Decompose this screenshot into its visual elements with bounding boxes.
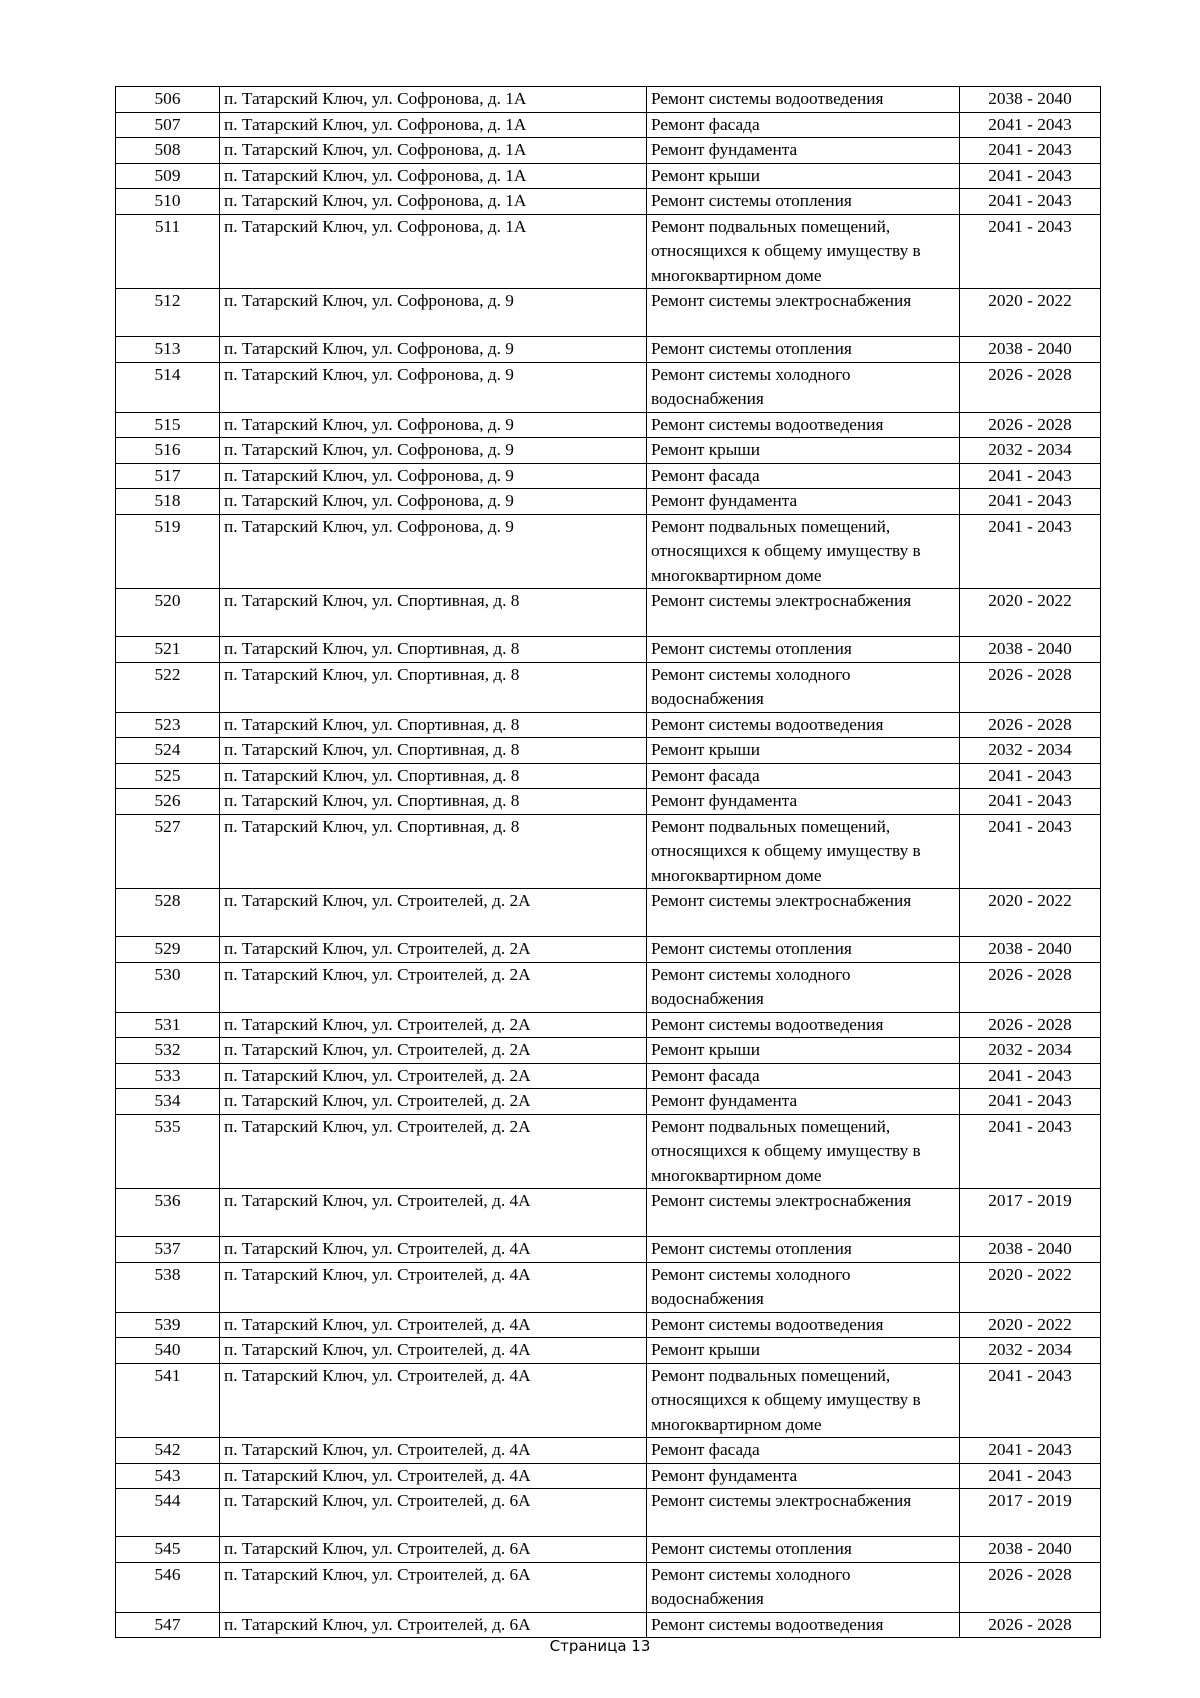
row-number-cell: 520: [116, 589, 220, 637]
table-row: [116, 814, 1101, 889]
work-type-cell: Ремонт фундамента: [647, 1463, 960, 1489]
row-number-cell: 506: [116, 87, 220, 113]
table-row: [116, 1438, 1101, 1464]
period-cell: 2032 - 2034: [960, 1338, 1101, 1364]
row-number-cell: 514: [116, 362, 220, 412]
address-cell: п. Татарский Ключ, ул. Спортивная, д. 8: [220, 763, 647, 789]
table-row: [116, 412, 1101, 438]
address-cell: п. Татарский Ключ, ул. Софронова, д. 9: [220, 337, 647, 363]
period-cell: 2038 - 2040: [960, 87, 1101, 113]
address-cell: п. Татарский Ключ, ул. Софронова, д. 9: [220, 362, 647, 412]
row-number-cell: 544: [116, 1489, 220, 1537]
period-cell: 2041 - 2043: [960, 789, 1101, 815]
work-type-cell: Ремонт системы отопления: [647, 1237, 960, 1263]
table-row: [116, 138, 1101, 164]
row-number-cell: 543: [116, 1463, 220, 1489]
row-number-cell: 534: [116, 1089, 220, 1115]
address-cell: п. Татарский Ключ, ул. Строителей, д. 6А: [220, 1562, 647, 1612]
table-row: [116, 738, 1101, 764]
period-cell: 2020 - 2022: [960, 289, 1101, 337]
period-cell: 2026 - 2028: [960, 362, 1101, 412]
period-cell: 2032 - 2034: [960, 738, 1101, 764]
table-row: [116, 214, 1101, 289]
address-cell: п. Татарский Ключ, ул. Спортивная, д. 8: [220, 789, 647, 815]
period-cell: 2026 - 2028: [960, 1562, 1101, 1612]
work-type-cell: Ремонт крыши: [647, 1338, 960, 1364]
work-type-cell: Ремонт системы электроснабжения: [647, 889, 960, 937]
row-number-cell: 526: [116, 789, 220, 815]
row-number-cell: 508: [116, 138, 220, 164]
table-row: [116, 712, 1101, 738]
address-cell: п. Татарский Ключ, ул. Софронова, д. 1А: [220, 189, 647, 215]
address-cell: п. Татарский Ключ, ул. Софронова, д. 9: [220, 489, 647, 515]
work-type-cell: Ремонт системы водоотведения: [647, 1612, 960, 1638]
row-number-cell: 524: [116, 738, 220, 764]
period-cell: 2041 - 2043: [960, 1363, 1101, 1438]
page-number: Страница 13: [549, 1637, 651, 1655]
table-row: [116, 189, 1101, 215]
work-type-cell: Ремонт фасада: [647, 112, 960, 138]
address-cell: п. Татарский Ключ, ул. Строителей, д. 2А: [220, 962, 647, 1012]
row-number-cell: 522: [116, 662, 220, 712]
work-type-cell: Ремонт системы водоотведения: [647, 1012, 960, 1038]
period-cell: 2017 - 2019: [960, 1189, 1101, 1237]
address-cell: п. Татарский Ключ, ул. Строителей, д. 4А: [220, 1312, 647, 1338]
table-row: [116, 1363, 1101, 1438]
table-row: [116, 1038, 1101, 1064]
period-cell: 2041 - 2043: [960, 514, 1101, 589]
address-cell: п. Татарский Ключ, ул. Софронова, д. 1А: [220, 112, 647, 138]
period-cell: 2041 - 2043: [960, 463, 1101, 489]
address-cell: п. Татарский Ключ, ул. Строителей, д. 4А: [220, 1338, 647, 1364]
row-number-cell: 537: [116, 1237, 220, 1263]
row-number-cell: 540: [116, 1338, 220, 1364]
address-cell: п. Татарский Ключ, ул. Софронова, д. 9: [220, 289, 647, 337]
table-row: [116, 1537, 1101, 1563]
work-type-cell: Ремонт крыши: [647, 163, 960, 189]
row-number-cell: 519: [116, 514, 220, 589]
address-cell: п. Татарский Ключ, ул. Строителей, д. 4А: [220, 1237, 647, 1263]
table-row: [116, 1338, 1101, 1364]
work-type-cell: Ремонт крыши: [647, 1038, 960, 1064]
row-number-cell: 523: [116, 712, 220, 738]
row-number-cell: 512: [116, 289, 220, 337]
period-cell: 2038 - 2040: [960, 637, 1101, 663]
period-cell: 2041 - 2043: [960, 163, 1101, 189]
row-number-cell: 538: [116, 1262, 220, 1312]
address-cell: п. Татарский Ключ, ул. Строителей, д. 4А: [220, 1438, 647, 1464]
period-cell: 2041 - 2043: [960, 814, 1101, 889]
work-type-cell: Ремонт фундамента: [647, 1089, 960, 1115]
period-cell: 2026 - 2028: [960, 962, 1101, 1012]
row-number-cell: 547: [116, 1612, 220, 1638]
address-cell: п. Татарский Ключ, ул. Софронова, д. 9: [220, 412, 647, 438]
work-type-cell: Ремонт подвальных помещений, относящихся к общему имуществу в многоквартирном доме: [647, 1363, 960, 1438]
table-row: [116, 1562, 1101, 1612]
work-type-cell: Ремонт системы холодного водоснабжения: [647, 362, 960, 412]
table-row: [116, 1612, 1101, 1638]
row-number-cell: 545: [116, 1537, 220, 1563]
work-type-cell: Ремонт крыши: [647, 438, 960, 464]
work-type-cell: Ремонт фасада: [647, 463, 960, 489]
work-type-cell: Ремонт системы холодного водоснабжения: [647, 1562, 960, 1612]
row-number-cell: 510: [116, 189, 220, 215]
address-cell: п. Татарский Ключ, ул. Софронова, д. 9: [220, 514, 647, 589]
work-type-cell: Ремонт системы электроснабжения: [647, 1189, 960, 1237]
address-cell: п. Татарский Ключ, ул. Строителей, д. 2А: [220, 1114, 647, 1189]
work-type-cell: Ремонт подвальных помещений, относящихся к общему имуществу в многоквартирном доме: [647, 514, 960, 589]
row-number-cell: 541: [116, 1363, 220, 1438]
work-type-cell: Ремонт фасада: [647, 763, 960, 789]
work-type-cell: Ремонт фундамента: [647, 489, 960, 515]
period-cell: 2041 - 2043: [960, 138, 1101, 164]
row-number-cell: 528: [116, 889, 220, 937]
table-row: [116, 1189, 1101, 1237]
period-cell: 2041 - 2043: [960, 1063, 1101, 1089]
address-cell: п. Татарский Ключ, ул. Софронова, д. 1А: [220, 138, 647, 164]
period-cell: 2038 - 2040: [960, 337, 1101, 363]
address-cell: п. Татарский Ключ, ул. Строителей, д. 2А: [220, 1063, 647, 1089]
address-cell: п. Татарский Ключ, ул. Строителей, д. 2А: [220, 1089, 647, 1115]
address-cell: п. Татарский Ключ, ул. Спортивная, д. 8: [220, 637, 647, 663]
period-cell: 2041 - 2043: [960, 1438, 1101, 1464]
address-cell: п. Татарский Ключ, ул. Софронова, д. 1А: [220, 214, 647, 289]
table-row: [116, 289, 1101, 337]
period-cell: 2032 - 2034: [960, 438, 1101, 464]
address-cell: п. Татарский Ключ, ул. Софронова, д. 9: [220, 438, 647, 464]
work-type-cell: Ремонт системы отопления: [647, 1537, 960, 1563]
row-number-cell: 518: [116, 489, 220, 515]
address-cell: п. Татарский Ключ, ул. Спортивная, д. 8: [220, 814, 647, 889]
row-number-cell: 521: [116, 637, 220, 663]
period-cell: 2041 - 2043: [960, 763, 1101, 789]
capital-repair-table: [115, 86, 1101, 1638]
work-type-cell: Ремонт системы водоотведения: [647, 412, 960, 438]
work-type-cell: Ремонт крыши: [647, 738, 960, 764]
work-type-cell: Ремонт системы водоотведения: [647, 712, 960, 738]
row-number-cell: 507: [116, 112, 220, 138]
table-row: [116, 789, 1101, 815]
table-row: [116, 1463, 1101, 1489]
table-row: [116, 163, 1101, 189]
table-row: [116, 87, 1101, 113]
table-body: [116, 87, 1101, 1638]
address-cell: п. Татарский Ключ, ул. Строителей, д. 6А: [220, 1612, 647, 1638]
row-number-cell: 536: [116, 1189, 220, 1237]
period-cell: 2041 - 2043: [960, 1463, 1101, 1489]
work-type-cell: Ремонт фундамента: [647, 789, 960, 815]
table-row: [116, 1012, 1101, 1038]
address-cell: п. Татарский Ключ, ул. Спортивная, д. 8: [220, 738, 647, 764]
table-row: [116, 362, 1101, 412]
table-row: [116, 112, 1101, 138]
work-type-cell: Ремонт системы холодного водоснабжения: [647, 962, 960, 1012]
work-type-cell: Ремонт системы водоотведения: [647, 1312, 960, 1338]
works-table-container: [115, 86, 1100, 1638]
row-number-cell: 525: [116, 763, 220, 789]
table-row: [116, 662, 1101, 712]
table-row: [116, 1237, 1101, 1263]
table-row: [116, 1489, 1101, 1537]
address-cell: п. Татарский Ключ, ул. Строителей, д. 2А: [220, 1038, 647, 1064]
address-cell: п. Татарский Ключ, ул. Спортивная, д. 8: [220, 662, 647, 712]
period-cell: 2026 - 2028: [960, 1012, 1101, 1038]
work-type-cell: Ремонт подвальных помещений, относящихся к общему имуществу в многоквартирном доме: [647, 214, 960, 289]
address-cell: п. Татарский Ключ, ул. Строителей, д. 2А: [220, 889, 647, 937]
work-type-cell: Ремонт системы отопления: [647, 189, 960, 215]
table-row: [116, 1312, 1101, 1338]
row-number-cell: 530: [116, 962, 220, 1012]
address-cell: п. Татарский Ключ, ул. Строителей, д. 2А: [220, 937, 647, 963]
table-row: [116, 337, 1101, 363]
period-cell: 2041 - 2043: [960, 489, 1101, 515]
period-cell: 2020 - 2022: [960, 1262, 1101, 1312]
work-type-cell: Ремонт фундамента: [647, 138, 960, 164]
period-cell: 2032 - 2034: [960, 1038, 1101, 1064]
row-number-cell: 531: [116, 1012, 220, 1038]
table-row: [116, 463, 1101, 489]
address-cell: п. Татарский Ключ, ул. Строителей, д. 4А: [220, 1189, 647, 1237]
table-row: [116, 962, 1101, 1012]
table-row: [116, 763, 1101, 789]
address-cell: п. Татарский Ключ, ул. Строителей, д. 6А: [220, 1537, 647, 1563]
table-row: [116, 1262, 1101, 1312]
address-cell: п. Татарский Ключ, ул. Софронова, д. 9: [220, 463, 647, 489]
table-row: [116, 589, 1101, 637]
period-cell: 2038 - 2040: [960, 1237, 1101, 1263]
work-type-cell: Ремонт системы отопления: [647, 337, 960, 363]
table-row: [116, 889, 1101, 937]
work-type-cell: Ремонт системы холодного водоснабжения: [647, 1262, 960, 1312]
row-number-cell: 546: [116, 1562, 220, 1612]
work-type-cell: Ремонт системы водоотведения: [647, 87, 960, 113]
table-row: [116, 1114, 1101, 1189]
row-number-cell: 511: [116, 214, 220, 289]
address-cell: п. Татарский Ключ, ул. Строителей, д. 2А: [220, 1012, 647, 1038]
row-number-cell: 516: [116, 438, 220, 464]
table-row: [116, 937, 1101, 963]
row-number-cell: 509: [116, 163, 220, 189]
address-cell: п. Татарский Ключ, ул. Софронова, д. 1А: [220, 87, 647, 113]
period-cell: 2038 - 2040: [960, 937, 1101, 963]
period-cell: 2041 - 2043: [960, 1114, 1101, 1189]
period-cell: 2026 - 2028: [960, 662, 1101, 712]
table-row: [116, 1089, 1101, 1115]
period-cell: 2041 - 2043: [960, 1089, 1101, 1115]
work-type-cell: Ремонт подвальных помещений, относящихся к общему имуществу в многоквартирном доме: [647, 814, 960, 889]
period-cell: 2041 - 2043: [960, 214, 1101, 289]
work-type-cell: Ремонт фасада: [647, 1438, 960, 1464]
work-type-cell: Ремонт системы электроснабжения: [647, 1489, 960, 1537]
work-type-cell: Ремонт системы отопления: [647, 637, 960, 663]
row-number-cell: 532: [116, 1038, 220, 1064]
table-row: [116, 1063, 1101, 1089]
address-cell: п. Татарский Ключ, ул. Строителей, д. 4А: [220, 1262, 647, 1312]
work-type-cell: Ремонт подвальных помещений, относящихся к общему имуществу в многоквартирном доме: [647, 1114, 960, 1189]
period-cell: 2026 - 2028: [960, 412, 1101, 438]
address-cell: п. Татарский Ключ, ул. Строителей, д. 6А: [220, 1489, 647, 1537]
row-number-cell: 533: [116, 1063, 220, 1089]
table-row: [116, 637, 1101, 663]
work-type-cell: Ремонт системы электроснабжения: [647, 589, 960, 637]
work-type-cell: Ремонт системы электроснабжения: [647, 289, 960, 337]
table-row: [116, 514, 1101, 589]
work-type-cell: Ремонт фасада: [647, 1063, 960, 1089]
row-number-cell: 513: [116, 337, 220, 363]
work-type-cell: Ремонт системы отопления: [647, 937, 960, 963]
period-cell: 2041 - 2043: [960, 112, 1101, 138]
period-cell: 2020 - 2022: [960, 889, 1101, 937]
row-number-cell: 529: [116, 937, 220, 963]
row-number-cell: 517: [116, 463, 220, 489]
period-cell: 2026 - 2028: [960, 712, 1101, 738]
row-number-cell: 542: [116, 1438, 220, 1464]
address-cell: п. Татарский Ключ, ул. Спортивная, д. 8: [220, 712, 647, 738]
row-number-cell: 535: [116, 1114, 220, 1189]
address-cell: п. Татарский Ключ, ул. Строителей, д. 4А: [220, 1363, 647, 1438]
row-number-cell: 539: [116, 1312, 220, 1338]
period-cell: 2017 - 2019: [960, 1489, 1101, 1537]
period-cell: 2038 - 2040: [960, 1537, 1101, 1563]
period-cell: 2020 - 2022: [960, 589, 1101, 637]
work-type-cell: Ремонт системы холодного водоснабжения: [647, 662, 960, 712]
row-number-cell: 515: [116, 412, 220, 438]
address-cell: п. Татарский Ключ, ул. Софронова, д. 1А: [220, 163, 647, 189]
address-cell: п. Татарский Ключ, ул. Строителей, д. 4А: [220, 1463, 647, 1489]
address-cell: п. Татарский Ключ, ул. Спортивная, д. 8: [220, 589, 647, 637]
row-number-cell: 527: [116, 814, 220, 889]
table-row: [116, 438, 1101, 464]
period-cell: 2026 - 2028: [960, 1612, 1101, 1638]
period-cell: 2041 - 2043: [960, 189, 1101, 215]
table-row: [116, 489, 1101, 515]
period-cell: 2020 - 2022: [960, 1312, 1101, 1338]
